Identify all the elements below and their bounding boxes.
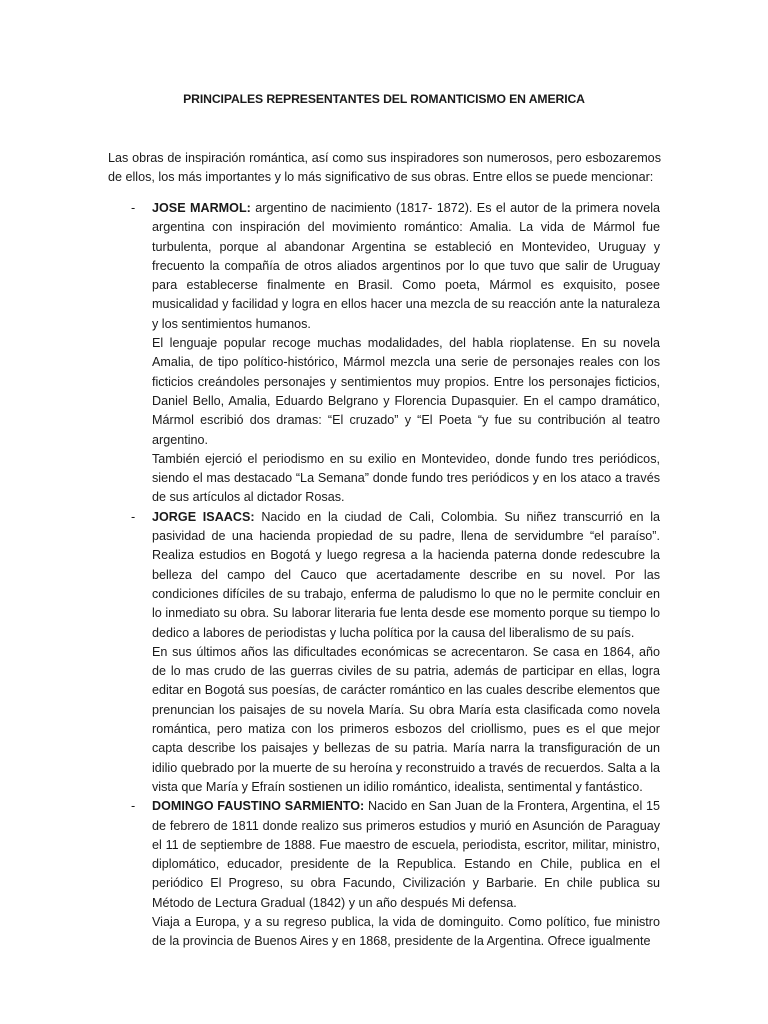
author-paragraph: Nacido en la ciudad de Cali, Colombia. Su niñez transcurrió en la pasividad de una hacienda propiedad de su padre, llena de servidumbre “el paraíso”. Realiza estudios en Bogotá y luego regresa a la hacienda paterna donde redescubre la belleza del campo del Cauco que acertadamente describe en su novel. Por las condiciones difíciles de su trabajo, enferma de paludismo lo que no le permite concluir en lo inmediato su obra. Su laborar literaria fue lenta desde ese momento porque su tiempo lo dedico a labores de periodistas y lucha política por la causa del liberalismo de su país.: [152, 509, 660, 640]
author-paragraph: Viaja a Europa, y a su regreso publica, la vida de dominguito. Como político, fue ministro de la provincia de Buenos Aires y en 1868, presidente de la Argentina. Ofrece igualmente: [152, 914, 660, 949]
list-bullet: -: [131, 799, 136, 814]
author-item-sarmiento: [0, 797, 768, 951]
author-list: [0, 199, 768, 952]
author-paragraph: También ejerció el periodismo en su exilio en Montevideo, donde fundo tres periódicos, siendo el mas destacado “La Semana” donde fundo tres periódicos y en los ataco a través de sus artículos al dictador Rosas.: [152, 451, 660, 505]
author-item-isaacs: [0, 508, 768, 797]
author-paragraph: argentino de nacimiento (1817- 1872). Es el autor de la primera novela argentina con inspiración del movimiento romántico: Amalia. La vida de Mármol fue turbulenta, porque al abandonar Argentina se estableció en Montevideo, Uruguay y frecuento la compañía de otros aliados argentinos por lo que tuvo que salir de Uruguay para establecerse finalmente en Brasil. Como poeta, Mármol es exquisito, posee musicalidad y facilidad y logra en ellos hacer una mezcla de su reacción ante la naturaleza y los sentimientos humanos.: [152, 201, 661, 331]
list-bullet: -: [131, 509, 136, 524]
intro-paragraph: Las obras de inspiración romántica, así como sus inspiradores son numerosos, pero esbozaremos de ellos, los más importantes y lo más significativo de sus obras. Entre ellos se puede mencionar:: [108, 151, 661, 185]
author-item-marmol: [0, 199, 768, 508]
author-name: JOSE MARMOL:: [152, 201, 251, 215]
author-paragraph: En sus últimos años las dificultades económicas se acrecentaron. Se casa en 1864, año de lo mas crudo de las guerras civiles de su patria, además de participar en ellas, logra editar en Bogotá sus poesías, de carácter romántico en las cuales describe elementos que prenuncian los paisajes de su novela María. Su obra María esta clasificada como novela romántica, pero matiza con los primeros esbozos del criollismo, pues es el que mejor capta describe los paisajes y bellezas de su patria. María narra la transfiguración de un idilio quebrado por la muerte de su heroína y reconstruido a través de recuerdos. Salta a la vista que María y Efraín sostienen un idilio romántico, idealista, sentimental y fantástico.: [152, 644, 660, 794]
author-paragraph: El lenguaje popular recoge muchas modalidades, del habla rioplatense. En su novela Amalia, de tipo político-histórico, Mármol mezcla una serie de personajes reales con los ficticios creándoles personajes y sentimientos muy propios. Entre los personajes ficticios, Daniel Bello, Amalia, Eduardo Belgrano y Florencia Dupasquier. En el campo dramático, Mármol escribió dos dramas: “El cruzado” y “El Poeta “y fue su contribución al teatro argentino.: [152, 336, 660, 447]
document-title: PRINCIPALES REPRESENTANTES DEL ROMANTICISMO EN AMERICA: [183, 92, 585, 106]
list-bullet: -: [131, 201, 136, 215]
author-name: DOMINGO FAUSTINO SARMIENTO:: [152, 799, 365, 814]
author-name: JORGE ISAACS:: [152, 509, 255, 524]
author-paragraph: Nacido en San Juan de la Frontera, Argentina, el 15 de febrero de 1811 donde realizo sus primeros estudios y murió en Asunción de Paraguay el 11 de septiembre de 1888. Fue maestro de escuela, periodista, escritor, militar, ministro, diplomático, educador, presidente de la Republica. Estando en Chile, publica en el periódico El Progreso, su obra Facundo, Civilización y Barbarie. En chile publica su Método de Lectura Gradual (1842) y un año después Mi defensa.: [152, 799, 661, 910]
